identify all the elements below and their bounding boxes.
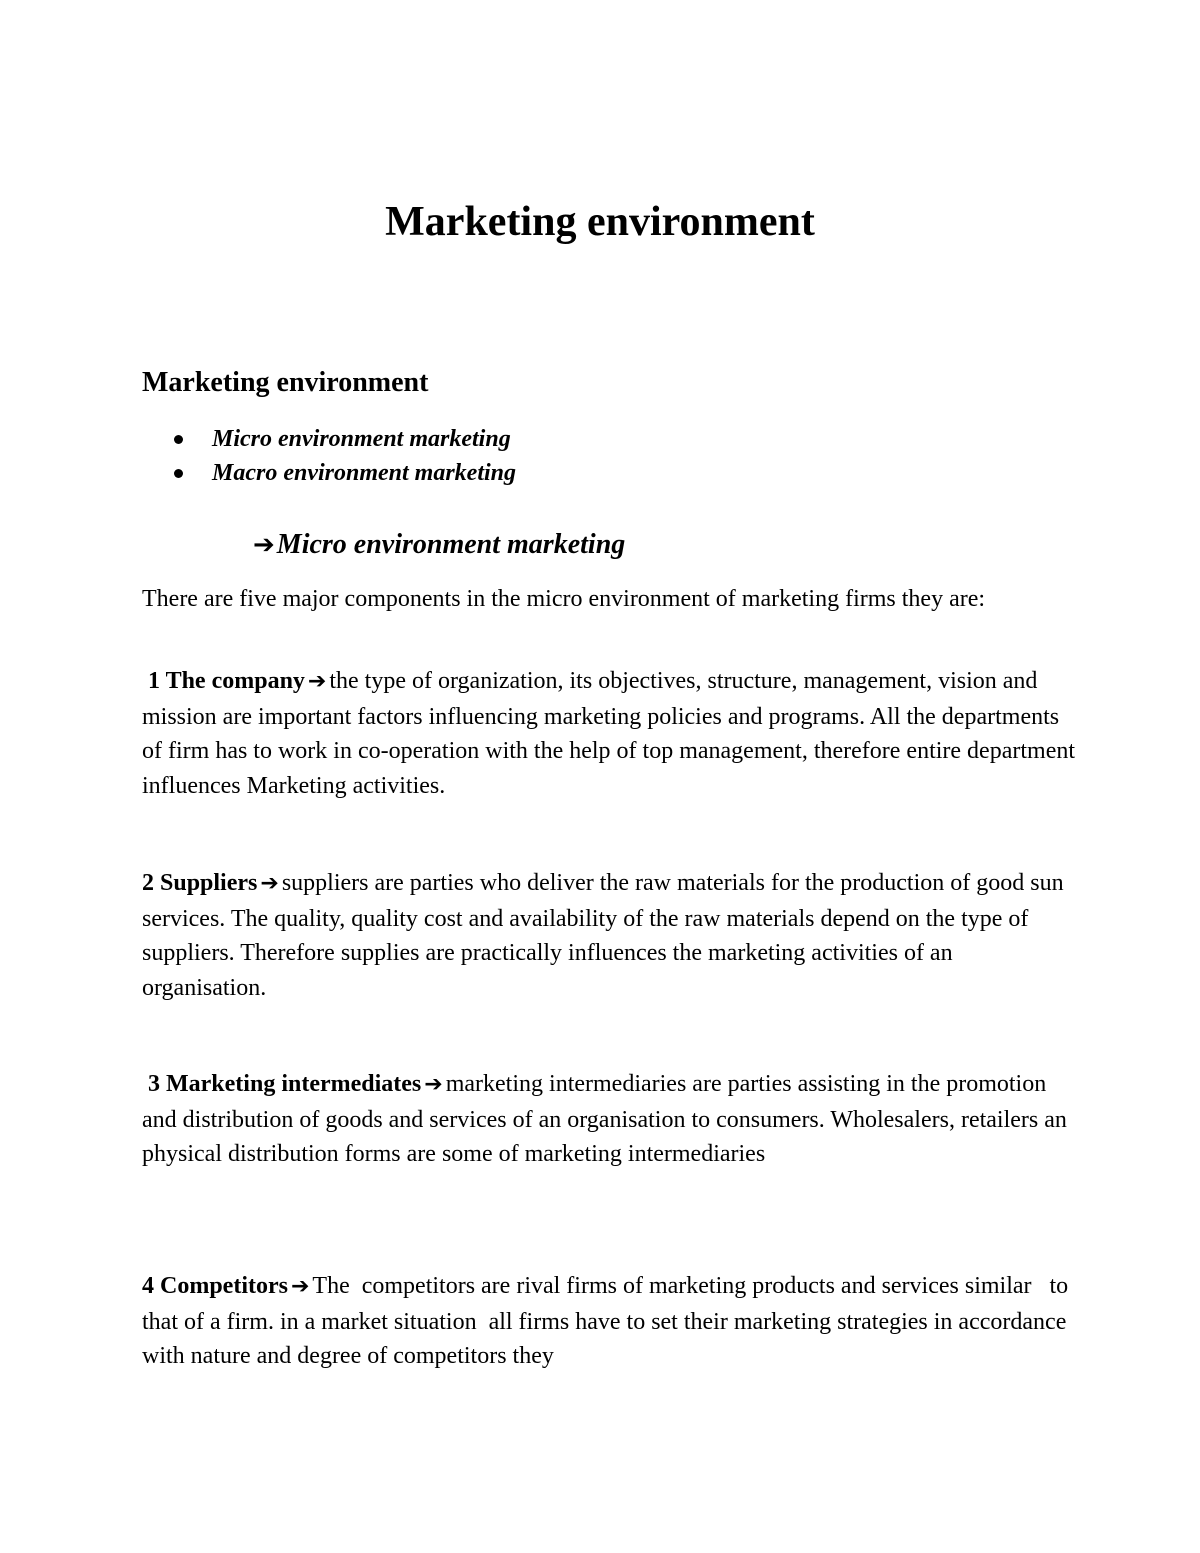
section-heading: Marketing environment	[142, 367, 429, 398]
component-label: 2 Suppliers	[142, 870, 258, 896]
bullet-text: Macro environment marketing	[212, 460, 517, 486]
right-arrow-icon: ➔	[424, 1072, 443, 1097]
bullet-icon	[174, 435, 183, 444]
component-label: 4 Competitors	[142, 1273, 288, 1299]
component-text: suppliers are parties who deliver the raw materials for the production of good sun services. The quality, quality cost and availability of the raw materials depend on the type of suppliers. Therefore supplies are practically influences the marketing activities of an organisation.	[142, 870, 1064, 1001]
document-title: Marketing environment	[385, 199, 815, 245]
component-label: 1 The company	[148, 668, 305, 694]
component-text: The competitors are rival firms of marketing products and services similar to that of a firm. in a market situation all firms have to set their marketing strategies in accordance with nature and degree of competitors they	[142, 1273, 1075, 1369]
bullet-icon	[174, 469, 183, 478]
intro-paragraph: There are five major components in the micro environment of marketing firms they are:	[142, 586, 986, 612]
subsection-heading-text: Micro environment marketing	[276, 529, 626, 560]
subsection-heading	[253, 526, 625, 564]
component-paragraph-intermediates	[142, 1067, 1082, 1172]
component-paragraph-suppliers	[142, 866, 1082, 1005]
right-arrow-icon: ➔	[260, 871, 279, 896]
component-text: the type of organization, its objectives, structure, management, vision and mission are important factors influencing marketing policies and programs. All the departments of firm has to work in co-operation with the help of top management, therefore entire department influences Marketing activities.	[142, 668, 1076, 799]
component-paragraph-competitors	[142, 1269, 1082, 1374]
right-arrow-icon: ➔	[290, 1274, 310, 1299]
right-arrow-icon: ➔	[307, 669, 327, 694]
component-paragraph-company	[142, 664, 1082, 803]
component-text: marketing intermediaries are parties assisting in the promotion and distribution of goods and services of an organisation to consumers. Wholesalers, retailers an physical distribution forms are some of marketing intermediaries	[142, 1071, 1067, 1167]
component-label: 3 Marketing intermediates	[148, 1071, 422, 1097]
bullet-list	[142, 422, 1042, 490]
list-item	[142, 422, 1042, 456]
list-item	[142, 456, 1042, 490]
right-arrow-icon: ➔	[253, 530, 275, 560]
bullet-text: Micro environment marketing	[212, 426, 511, 452]
